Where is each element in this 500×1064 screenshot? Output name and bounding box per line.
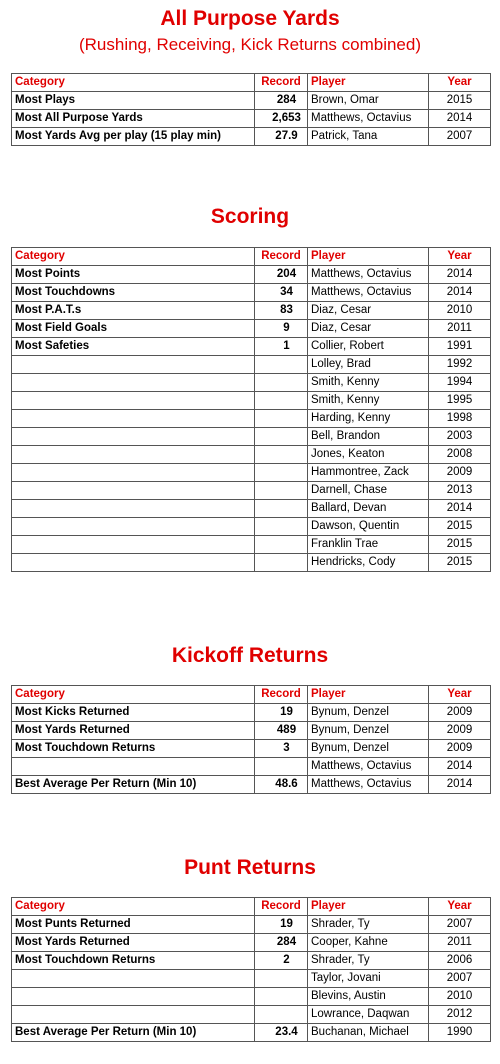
column-header-year: Year bbox=[429, 248, 491, 266]
player-cell: Taylor, Jovani bbox=[308, 970, 429, 988]
year-cell: 2010 bbox=[429, 988, 491, 1006]
record-cell bbox=[255, 356, 308, 374]
player-cell: Matthews, Octavius bbox=[308, 776, 429, 794]
year-cell: 2010 bbox=[429, 302, 491, 320]
player-cell: Matthews, Octavius bbox=[308, 758, 429, 776]
year-cell: 2008 bbox=[429, 446, 491, 464]
table-header-row bbox=[12, 74, 491, 92]
player-cell: Cooper, Kahne bbox=[308, 934, 429, 952]
category-cell bbox=[12, 410, 255, 428]
record-cell bbox=[255, 988, 308, 1006]
table-row bbox=[12, 464, 491, 482]
player-cell: Lowrance, Daqwan bbox=[308, 1006, 429, 1024]
category-cell: Most Yards Avg per play (15 play min) bbox=[12, 128, 255, 146]
year-cell: 2003 bbox=[429, 428, 491, 446]
kickoff-section bbox=[0, 642, 500, 670]
year-cell: 2006 bbox=[429, 952, 491, 970]
record-cell: 23.4 bbox=[255, 1024, 308, 1042]
category-cell: Most P.A.T.s bbox=[12, 302, 255, 320]
year-cell: 2011 bbox=[429, 320, 491, 338]
column-header-player: Player bbox=[308, 898, 429, 916]
player-cell: Patrick, Tana bbox=[308, 128, 429, 146]
category-cell: Most Yards Returned bbox=[12, 934, 255, 952]
category-cell: Most Touchdown Returns bbox=[12, 740, 255, 758]
category-cell bbox=[12, 392, 255, 410]
category-cell bbox=[12, 356, 255, 374]
year-cell: 2015 bbox=[429, 518, 491, 536]
record-cell bbox=[255, 428, 308, 446]
table-row bbox=[12, 446, 491, 464]
table-row bbox=[12, 536, 491, 554]
player-cell: Bell, Brandon bbox=[308, 428, 429, 446]
table-row bbox=[12, 356, 491, 374]
table-row bbox=[12, 740, 491, 758]
year-cell: 2009 bbox=[429, 464, 491, 482]
column-header-category: Category bbox=[12, 248, 255, 266]
record-cell: 48.6 bbox=[255, 776, 308, 794]
category-cell bbox=[12, 446, 255, 464]
player-cell: Darnell, Chase bbox=[308, 482, 429, 500]
year-cell: 1992 bbox=[429, 356, 491, 374]
year-cell: 2014 bbox=[429, 110, 491, 128]
record-cell bbox=[255, 1006, 308, 1024]
table-row bbox=[12, 374, 491, 392]
category-cell: Most Touchdown Returns bbox=[12, 952, 255, 970]
category-cell: Best Average Per Return (Min 10) bbox=[12, 776, 255, 794]
year-cell: 2015 bbox=[429, 554, 491, 572]
player-cell: Brown, Omar bbox=[308, 92, 429, 110]
category-cell: Most Points bbox=[12, 266, 255, 284]
year-cell: 1998 bbox=[429, 410, 491, 428]
column-header-year: Year bbox=[429, 898, 491, 916]
year-cell: 2014 bbox=[429, 500, 491, 518]
player-cell: Franklin Trae bbox=[308, 536, 429, 554]
section-title: Scoring bbox=[210, 205, 290, 228]
table-header-row bbox=[12, 686, 491, 704]
record-cell bbox=[255, 482, 308, 500]
player-cell: Diaz, Cesar bbox=[308, 320, 429, 338]
player-cell: Blevins, Austin bbox=[308, 988, 429, 1006]
year-cell: 1990 bbox=[429, 1024, 491, 1042]
record-cell: 284 bbox=[255, 934, 308, 952]
table-header-row bbox=[12, 898, 491, 916]
player-cell: Diaz, Cesar bbox=[308, 302, 429, 320]
table-row bbox=[12, 1024, 491, 1042]
player-cell: Matthews, Octavius bbox=[308, 284, 429, 302]
record-cell bbox=[255, 518, 308, 536]
table-row bbox=[12, 722, 491, 740]
year-cell: 2007 bbox=[429, 916, 491, 934]
column-header-category: Category bbox=[12, 686, 255, 704]
record-cell: 3 bbox=[255, 740, 308, 758]
table-row bbox=[12, 554, 491, 572]
year-cell: 2015 bbox=[429, 536, 491, 554]
category-cell bbox=[12, 374, 255, 392]
record-cell bbox=[255, 392, 308, 410]
year-cell: 2009 bbox=[429, 704, 491, 722]
year-cell: 2007 bbox=[429, 970, 491, 988]
table-row bbox=[12, 338, 491, 356]
player-cell: Hammontree, Zack bbox=[308, 464, 429, 482]
player-cell: Hendricks, Cody bbox=[308, 554, 429, 572]
column-header-record: Record bbox=[255, 686, 308, 704]
table-row bbox=[12, 320, 491, 338]
year-cell: 1991 bbox=[429, 338, 491, 356]
record-cell bbox=[255, 374, 308, 392]
category-cell: Most Safeties bbox=[12, 338, 255, 356]
player-cell: Shrader, Ty bbox=[308, 916, 429, 934]
category-cell: Most All Purpose Yards bbox=[12, 110, 255, 128]
record-cell: 19 bbox=[255, 704, 308, 722]
scoring-table bbox=[11, 247, 491, 572]
all-purpose-table bbox=[11, 73, 491, 146]
category-cell bbox=[12, 500, 255, 518]
table-row bbox=[12, 92, 491, 110]
category-cell bbox=[12, 970, 255, 988]
record-cell: 19 bbox=[255, 916, 308, 934]
category-cell bbox=[12, 464, 255, 482]
column-header-record: Record bbox=[255, 74, 308, 92]
player-cell: Matthews, Octavius bbox=[308, 110, 429, 128]
table-row bbox=[12, 482, 491, 500]
category-cell bbox=[12, 988, 255, 1006]
column-header-player: Player bbox=[308, 74, 429, 92]
category-cell bbox=[12, 1006, 255, 1024]
record-cell bbox=[255, 446, 308, 464]
record-cell: 9 bbox=[255, 320, 308, 338]
kickoff-table bbox=[11, 685, 491, 794]
punt-section bbox=[0, 854, 500, 882]
category-cell: Most Plays bbox=[12, 92, 255, 110]
column-header-player: Player bbox=[308, 248, 429, 266]
year-cell: 1994 bbox=[429, 374, 491, 392]
player-cell: Smith, Kenny bbox=[308, 374, 429, 392]
category-cell: Most Yards Returned bbox=[12, 722, 255, 740]
record-cell bbox=[255, 500, 308, 518]
table-row bbox=[12, 934, 491, 952]
section-title: Kickoff Returns bbox=[171, 644, 329, 667]
column-header-category: Category bbox=[12, 74, 255, 92]
table-row bbox=[12, 302, 491, 320]
category-cell bbox=[12, 428, 255, 446]
player-cell: Lolley, Brad bbox=[308, 356, 429, 374]
punt-table bbox=[11, 897, 491, 1042]
table-row bbox=[12, 110, 491, 128]
all-purpose-section bbox=[0, 5, 500, 56]
category-cell: Most Kicks Returned bbox=[12, 704, 255, 722]
column-header-year: Year bbox=[429, 686, 491, 704]
record-cell: 83 bbox=[255, 302, 308, 320]
player-cell: Buchanan, Michael bbox=[308, 1024, 429, 1042]
table-row bbox=[12, 776, 491, 794]
player-cell: Bynum, Denzel bbox=[308, 704, 429, 722]
scoring-section bbox=[0, 203, 500, 231]
table-row bbox=[12, 758, 491, 776]
category-cell bbox=[12, 758, 255, 776]
player-cell: Dawson, Quentin bbox=[308, 518, 429, 536]
table-row bbox=[12, 410, 491, 428]
section-subtitle: (Rushing, Receiving, Kick Returns combined) bbox=[78, 35, 422, 54]
table-row bbox=[12, 988, 491, 1006]
year-cell: 1995 bbox=[429, 392, 491, 410]
player-cell: Matthews, Octavius bbox=[308, 266, 429, 284]
category-cell: Most Punts Returned bbox=[12, 916, 255, 934]
column-header-year: Year bbox=[429, 74, 491, 92]
table-row bbox=[12, 916, 491, 934]
section-title: All Purpose Yards bbox=[160, 7, 340, 30]
record-cell: 204 bbox=[255, 266, 308, 284]
table-header-row bbox=[12, 248, 491, 266]
category-cell bbox=[12, 482, 255, 500]
player-cell: Collier, Robert bbox=[308, 338, 429, 356]
year-cell: 2011 bbox=[429, 934, 491, 952]
record-cell: 2 bbox=[255, 952, 308, 970]
table-row bbox=[12, 1006, 491, 1024]
player-cell: Harding, Kenny bbox=[308, 410, 429, 428]
category-cell bbox=[12, 554, 255, 572]
table-row bbox=[12, 500, 491, 518]
player-cell: Bynum, Denzel bbox=[308, 722, 429, 740]
year-cell: 2009 bbox=[429, 722, 491, 740]
record-cell: 489 bbox=[255, 722, 308, 740]
year-cell: 2014 bbox=[429, 266, 491, 284]
record-cell: 284 bbox=[255, 92, 308, 110]
table-row bbox=[12, 392, 491, 410]
year-cell: 2014 bbox=[429, 758, 491, 776]
column-header-category: Category bbox=[12, 898, 255, 916]
year-cell: 2014 bbox=[429, 284, 491, 302]
record-cell bbox=[255, 536, 308, 554]
table-row bbox=[12, 428, 491, 446]
year-cell: 2007 bbox=[429, 128, 491, 146]
column-header-player: Player bbox=[308, 686, 429, 704]
category-cell bbox=[12, 518, 255, 536]
year-cell: 2014 bbox=[429, 776, 491, 794]
category-cell bbox=[12, 536, 255, 554]
record-cell bbox=[255, 464, 308, 482]
record-cell: 27.9 bbox=[255, 128, 308, 146]
column-header-record: Record bbox=[255, 248, 308, 266]
category-cell: Best Average Per Return (Min 10) bbox=[12, 1024, 255, 1042]
category-cell: Most Field Goals bbox=[12, 320, 255, 338]
year-cell: 2009 bbox=[429, 740, 491, 758]
table-row bbox=[12, 284, 491, 302]
table-row bbox=[12, 952, 491, 970]
player-cell: Smith, Kenny bbox=[308, 392, 429, 410]
record-cell bbox=[255, 758, 308, 776]
record-cell bbox=[255, 554, 308, 572]
table-row bbox=[12, 128, 491, 146]
record-cell: 34 bbox=[255, 284, 308, 302]
category-cell: Most Touchdowns bbox=[12, 284, 255, 302]
player-cell: Jones, Keaton bbox=[308, 446, 429, 464]
year-cell: 2012 bbox=[429, 1006, 491, 1024]
table-row bbox=[12, 266, 491, 284]
player-cell: Shrader, Ty bbox=[308, 952, 429, 970]
section-title: Punt Returns bbox=[184, 856, 316, 879]
record-cell: 1 bbox=[255, 338, 308, 356]
table-row bbox=[12, 970, 491, 988]
column-header-record: Record bbox=[255, 898, 308, 916]
record-cell: 2,653 bbox=[255, 110, 308, 128]
record-cell bbox=[255, 970, 308, 988]
player-cell: Bynum, Denzel bbox=[308, 740, 429, 758]
year-cell: 2015 bbox=[429, 92, 491, 110]
record-cell bbox=[255, 410, 308, 428]
table-row bbox=[12, 518, 491, 536]
table-row bbox=[12, 704, 491, 722]
year-cell: 2013 bbox=[429, 482, 491, 500]
player-cell: Ballard, Devan bbox=[308, 500, 429, 518]
